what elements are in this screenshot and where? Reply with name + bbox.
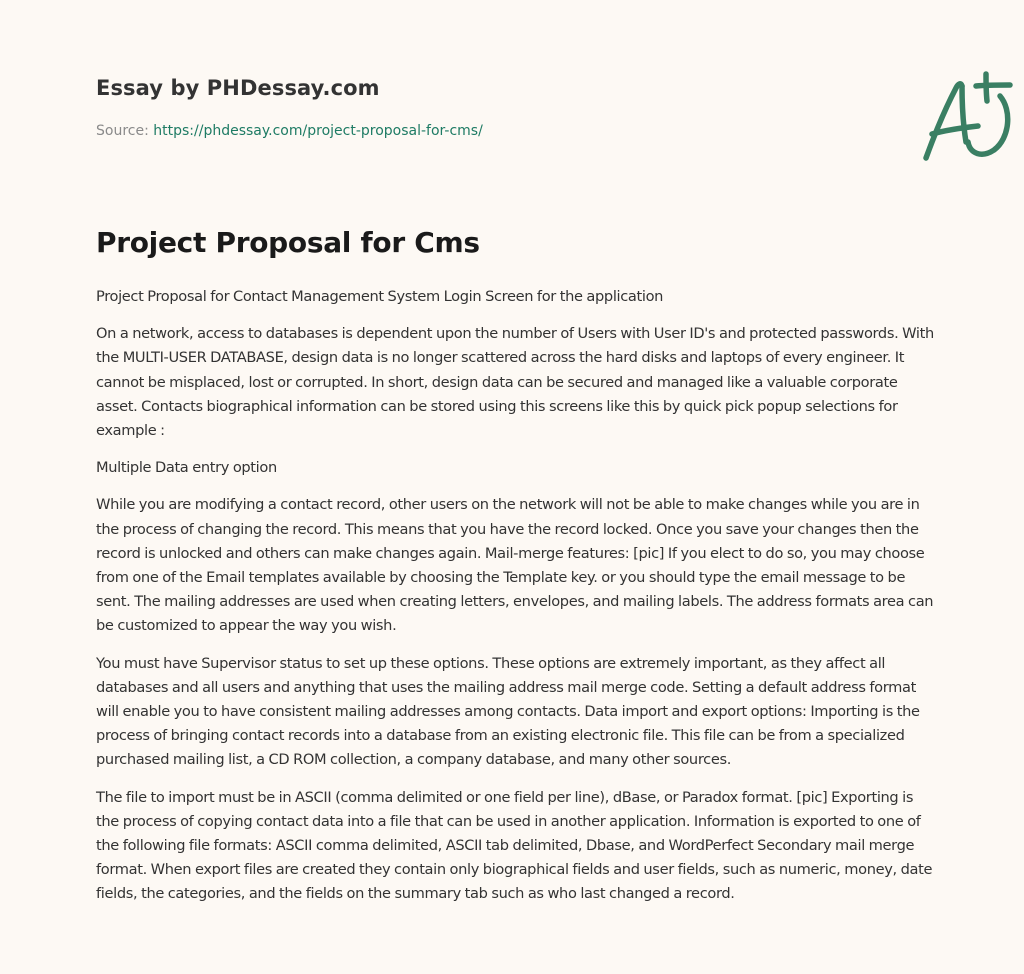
source-label: Source:: [96, 123, 149, 139]
essay-paragraph: While you are modifying a contact record, other users on the network will not be able to make changes while you are in the process of changing the record. This means that you have the record locked. Once you save your changes then the record is unlocked and others can make changes again. Mail-merge features: [pic] If you elect to do so, you may choose from one of the Email templates available by choosing the Template key. or you should type the email message to be sent. The mailing addresses are used when creating letters, envelopes, and mailing labels. The address formats area can be customized to appear the way you wish.: [96, 496, 934, 635]
source-link[interactable]: https://phdessay.com/project-proposal-for-cms/: [153, 123, 483, 139]
essay-paragraph: Project Proposal for Contact Management System Login Screen for the application: [96, 288, 664, 305]
essay-body: [96, 285, 936, 920]
essay-paragraph: You must have Supervisor status to set up these options. These options are extremely important, as they affect all databases and all users and anything that uses the mailing address mail merge code. Setting a default address format will enable you to have consistent mailing addresses among contacts. Data import and export options: Importing is the process of bringing contact records into a database from an existing electronic file. This file can be from a specialized purchased mailing list, a CD ROM collection, a company database, and many other sources.: [96, 654, 920, 769]
site-title: Essay by PHDessay.com: [96, 76, 380, 100]
essay-title: Project Proposal for Cms: [96, 226, 480, 259]
essay-paragraph: Multiple Data entry option: [96, 459, 277, 477]
essay-paragraph: On a network, access to databases is dependent upon the number of Users with User ID's and protected passwords. With the MULTI-USER DATABASE, design data is no longer scattered across the hard disks and laptops of every engineer. It cannot be misplaced, lost or corrupted. In short, design data can be secured and managed like a valuable corporate asset. Contacts biographical information can be stored using this screens like this by quick pick popup selections for example :: [96, 325, 934, 440]
source-line: [96, 123, 483, 139]
a-plus-grade-icon: [916, 66, 1024, 166]
essay-paragraph: The file to import must be in ASCII (comma delimited or one field per line), dBase, or Paradox format. [pic] Exporting is the process of copying contact data into a file that can be used in another application. Information is exported to one of the following file formats: ASCII comma delimited, ASCII tab delimited, Dbase, and WordPerfect Secondary mail merge format. When export files are created they contain only biographical fields and user fields, such as numeric, money, date fields, the categories, and the fields on the summary tab such as who last changed a record.: [96, 788, 933, 903]
